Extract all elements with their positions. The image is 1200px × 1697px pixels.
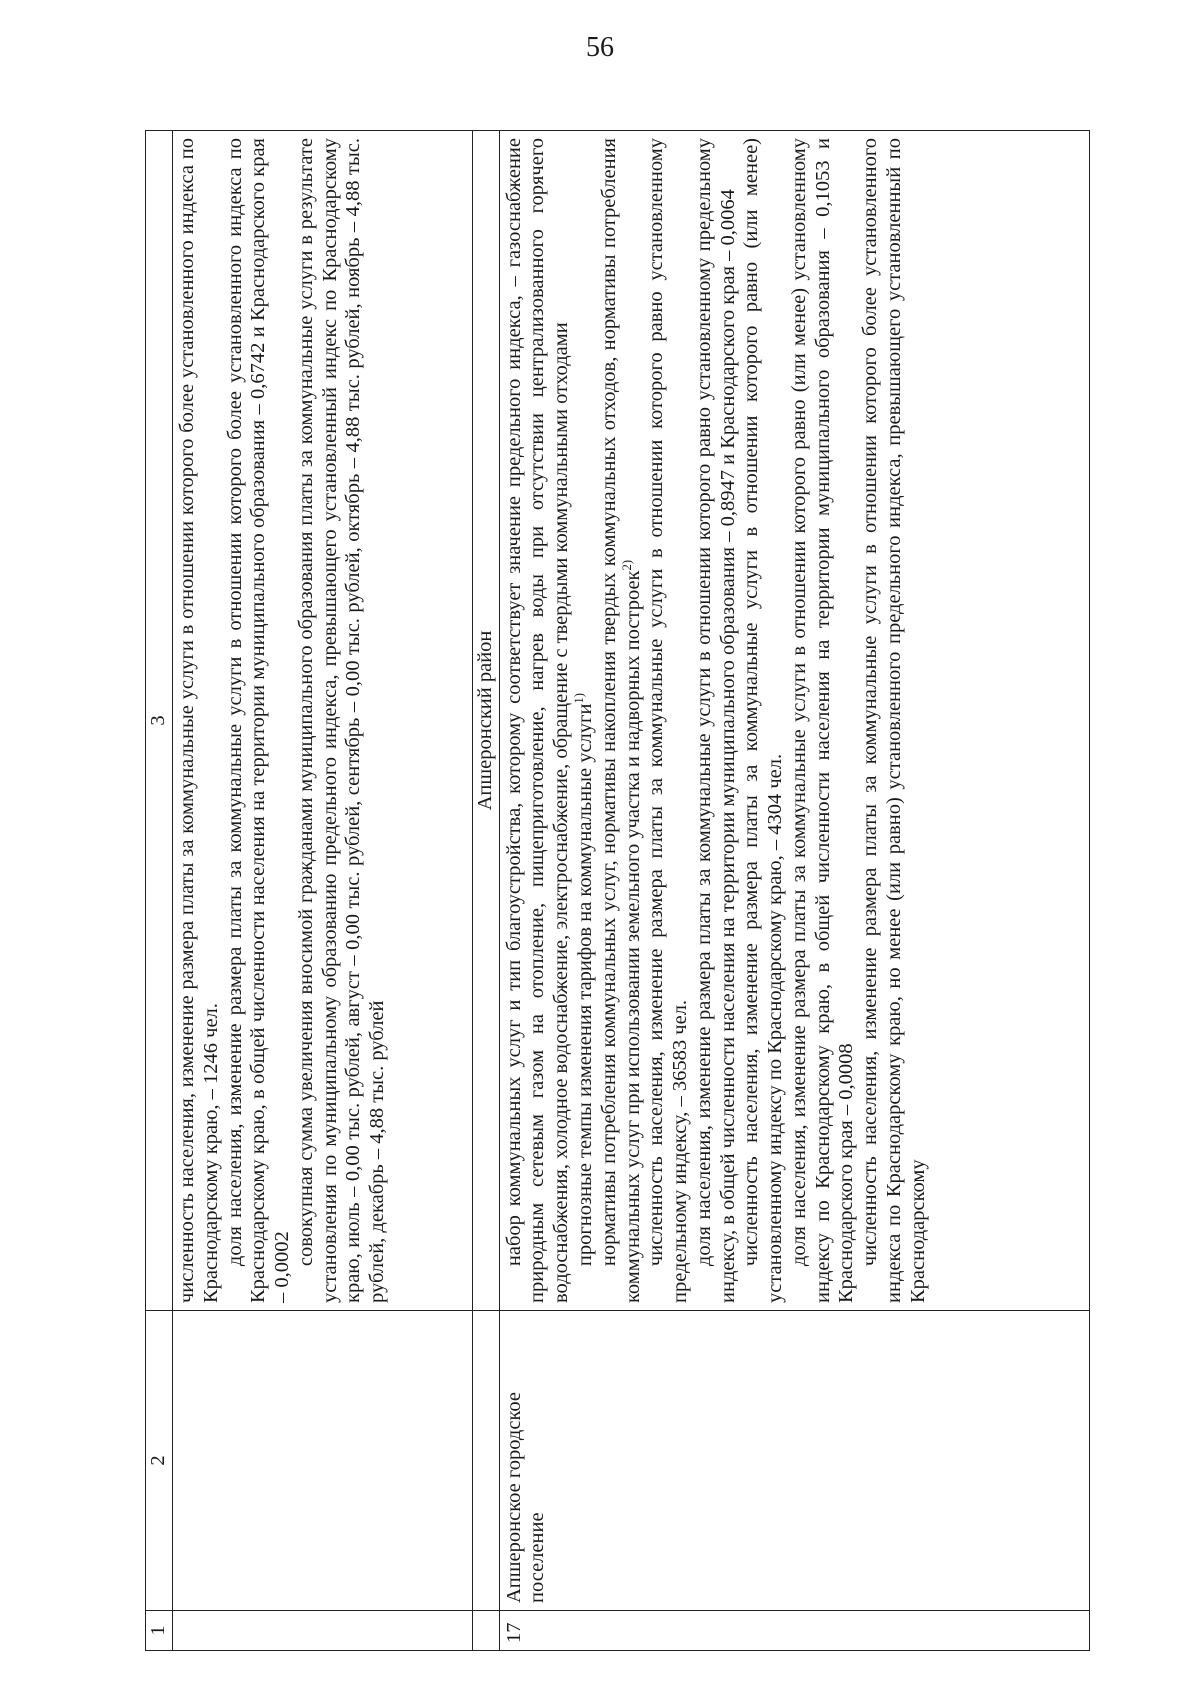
indices-table (145, 130, 1090, 1651)
header-cell-3: 3 (146, 131, 173, 1311)
row-17-paragraph: набор коммунальных услуг и тип благоустройства, которому соответствует значение предельного индекса, – газоснабжение природным сетевым газом на отопление, пищеприготовление, нагрев воды при отсутствии централизованного горячего водоснабжения, холодное водоснабжение, электроснабжение, обращение с твердыми коммунальными отходами (502, 138, 573, 1303)
table-row-continued (173, 131, 473, 1651)
row-17-paragraph: численность населения, изменение размера платы за коммунальные услуги в отношении которого равно установленному предельному индексу, – 36583 чел. (645, 138, 692, 1303)
section-empty-cell (472, 1611, 499, 1651)
row-17-municipality: Апшеронское городское поселение (499, 1311, 1089, 1611)
section-empty-cell (472, 1311, 499, 1611)
table-header-row (146, 131, 173, 1651)
header-cell-1: 1 (146, 1611, 173, 1651)
continued-paragraph: численность населения, изменение размера платы за коммунальные услуги в отношении которого более установленного индекса по Краснодарскому краю, – 1246 чел. (176, 138, 222, 1303)
row-17-paragraph (598, 138, 646, 1303)
continued-municipality-cell (173, 1311, 473, 1611)
continued-paragraph: совокупная сумма увеличения вносимой гражданами муниципального образования платы за коммунальные услуги в результате установления по муниципальному образованию предельного индекса, превышающего установленный индекс по Краснодарскому краю, июль – 0,00 тыс. рублей, август – 0,00 тыс. рублей, сентябрь – 0,00 тыс. рублей, октябрь – 4,88 тыс. рублей, ноябрь – 4,88 тыс. рублей, декабрь – 4,88 тыс. рублей (294, 138, 389, 1303)
footnote-marker: 1) (572, 692, 587, 704)
rotated-table-container (145, 131, 1090, 1651)
page-number: 56 (586, 32, 614, 63)
header-cell-2: 2 (146, 1311, 173, 1611)
row-17-paragraph-text: нормативы потребления коммунальных услуг, нормативы накопления твердых коммунальных отходов, нормативы потребления коммунальных услуг при использовании земельного участка и надворных построек (597, 138, 644, 1303)
continued-number-cell (173, 1611, 473, 1651)
row-17-paragraph (574, 138, 598, 1303)
row-17-paragraph: численность населения, изменение размера платы за коммунальные услуги в отношении которого равно (или менее) установленному индексу по Краснодарскому краю, – 4304 чел. (740, 138, 787, 1303)
section-title: Апшеронский район (472, 131, 499, 1311)
table-row-17 (499, 131, 1089, 1651)
section-row (472, 131, 499, 1651)
footnote-marker: 2) (619, 559, 634, 571)
continued-paragraph: доля населения, изменение размера платы за коммунальные услуги в отношении которого более установленного индекса по Краснодарскому краю, в общей численности населения на территории муниципального образования – 0,6742 и Краснодарского края – 0,0002 (223, 138, 294, 1303)
row-17-paragraph: доля населения, изменение размера платы за коммунальные услуги в отношении которого равно (или менее) установленному индексу по Краснодарскому краю, в общей численности населения на территории муниципального образования – 0,1053 и Краснодарского края – 0,0008 (787, 138, 858, 1303)
row-17-paragraph-text: прогнозные темпы изменения тарифов на коммунальные услуги (573, 703, 596, 1267)
continued-description-cell (173, 131, 473, 1311)
row-17-paragraph: доля населения, изменение размера платы за коммунальные услуги в отношении которого равно установленному предельному индексу, в общей численности населения на территории муниципального образования – 0,8947 и Краснодарского края – 0,0064 (692, 138, 739, 1303)
row-17-description (499, 131, 1089, 1311)
row-17-number: 17 (499, 1611, 1089, 1651)
row-17-paragraph: численность населения, изменение размера платы за коммунальные услуги в отношении которого более установленного индекса по Краснодарскому краю, но менее (или равно) установленного предельного индекса, превышающего установленный по Краснодарскому (859, 138, 929, 1303)
